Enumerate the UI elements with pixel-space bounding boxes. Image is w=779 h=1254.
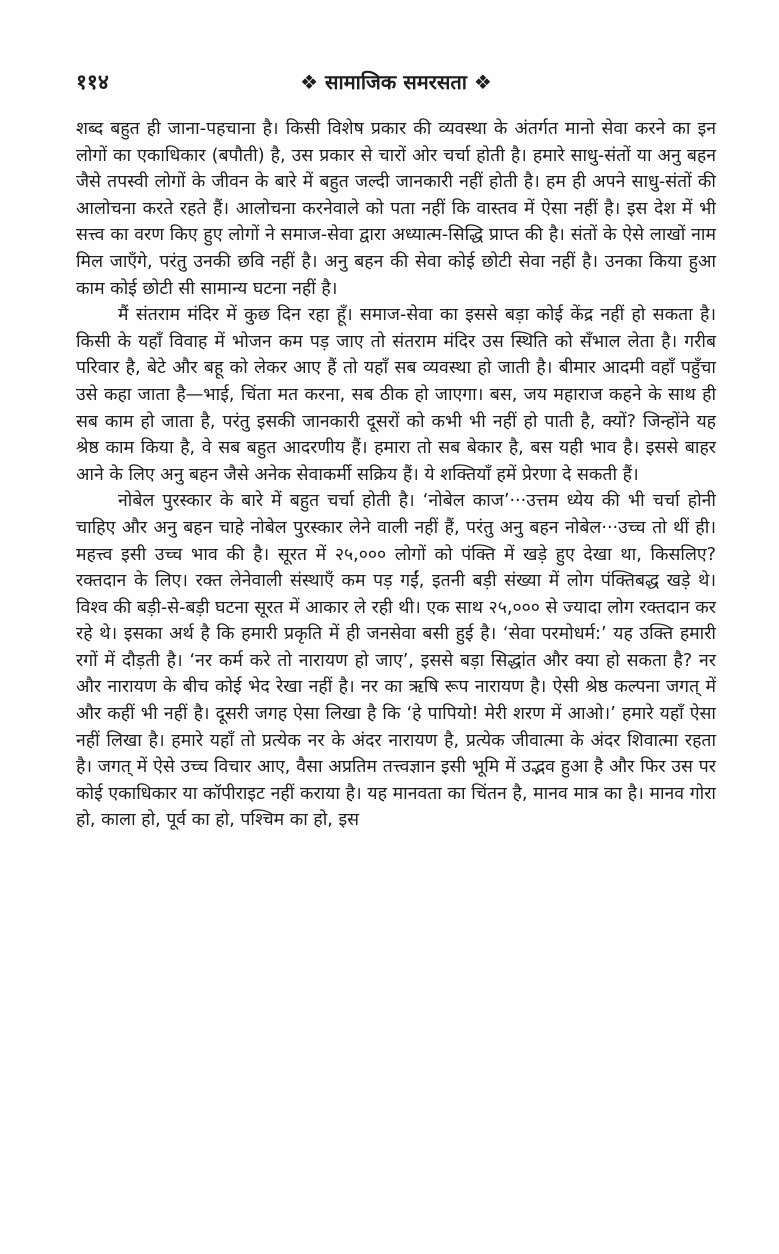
paragraph-santram-mandir: मैं संतराम मंदिर में कुछ दिन रहा हूँ। समाज-सेवा का इससे बड़ा कोई केंद्र नहीं हो सकता है। किसी के यहाँ विवाह में भोजन कम पड़ जाए तो संतराम मंदिर उस स्थिति को सँभाल लेता है। गरीब परिवार है, बेटे और बहू को लेकर आए हैं तो यहाँ सब व्यवस्था हो जाती है। बीमार आदमी वहाँ पहुँचा उसे कहा जाता है—भाई, चिंता मत करना, सब ठीक हो जाएगा। बस, जय महाराज कहने के साथ ही सब काम हो जाता है, परंतु इसकी जानकारी दूसरों को कभी भी नहीं हो पाती है, क्यों? जिन्होंने यह श्रेष्ठ काम किया है, वे सब बहुत आदरणीय हैं। हमारा तो सब बेकार है, बस यही भाव है। इससे बाहर आने के लिए अनु बहन जैसे अनेक सेवाकर्मी सक्रिय हैं। ये शक्तियाँ हमें प्रेरणा दे सकती हैं।	[76, 305, 716, 485]
paragraph-continued: शब्द बहुत ही जाना-पहचाना है। किसी विशेष प्रकार की व्यवस्था के अंतर्गत मानो सेवा करने का इन लोगों का एकाधिकार (बपौती) है, उस प्रकार से चारों ओर चर्चा होती है। हमारे साधु-संतों या अनु बहन जैसे तपस्वी लोगों के जीवन के बारे में बहुत जल्दी जानकारी नहीं होती है। हम ही अपने साधु-संतों की आलोचना करते रहते हैं। आलोचना करनेवाले को पता नहीं कि वास्तव में ऐसा नहीं है। इस देश में भी सत्त्व का वरण किए हुए लोगों ने समाज-सेवा द्वारा अध्यात्म-सिद्धि प्राप्त की है। संतों के ऐसे लाखों नाम मिल जाएँगे, परंतु उनकी छवि नहीं है। अनु बहन की सेवा कोई छोटी सेवा नहीं है। उनका किया हुआ काम कोई छोटी सी सामान्य घटना नहीं है।	[76, 119, 716, 299]
body-text	[76, 116, 716, 834]
running-head	[76, 68, 716, 98]
page-number: ११४	[76, 70, 109, 94]
running-title: ❖ सामाजिक समरसता ❖	[300, 70, 492, 94]
paragraph-nobel: नोबेल पुरस्कार के बारे में बहुत चर्चा होती है। ‘नोबेल काज’···उत्तम ध्येय की भी चर्चा होनी चाहिए और अनु बहन चाहे नोबेल पुरस्कार लेने वाली नहीं हैं, परंतु अनु बहन नोबेल···उच्च तो थीं ही। महत्त्व इसी उच्च भाव की है। सूरत में २५,००० लोगों को पंक्ति में खड़े हुए देखा था, किसलिए? रक्तदान के लिए। रक्त लेनेवाली संस्थाएँ कम पड़ गईं, इतनी बड़ी संख्या में लोग पंक्तिबद्ध खड़े थे। विश्व की बड़ी-से-बड़ी घटना सूरत में आकार ले रही थी। एक साथ २५,००० से ज्यादा लोग रक्तदान कर रहे थे। इसका अर्थ है कि हमारी प्रकृति में ही जनसेवा बसी हुई है। ‘सेवा परमोधर्म:’ यह उक्ति हमारी रगों में दौड़ती है। ‘नर कर्म करे तो नारायण हो जाए’, इससे बड़ा सिद्धांत और क्या हो सकता है? नर और नारायण के बीच कोई भेद रेखा नहीं है। नर का ऋषि रूप नारायण है। ऐसी श्रेष्ठ कल्पना जगत् में और कहीं भी नहीं है। दूसरी जगह ऐसा लिखा है कि ‘हे पापियो! मेरी शरण में आओ।’ हमारे यहाँ ऐसा नहीं लिखा है। हमारे यहाँ तो प्रत्येक नर के अंदर नारायण है, प्रत्येक जीवात्मा के अंदर शिवात्मा रहता है। जगत् में ऐसे उच्च विचार आए, वैसा अप्रतिम तत्त्वज्ञान इसी भूमि में उद्भव हुआ है और फिर उस पर कोई एकाधिकार या कॉपीराइट नहीं कराया है। यह मानवता का चिंतन है, मानव मात्र का है। मानव गोरा हो, काला हो, पूर्व का हो, पश्चिम का हो, इस	[76, 491, 716, 831]
